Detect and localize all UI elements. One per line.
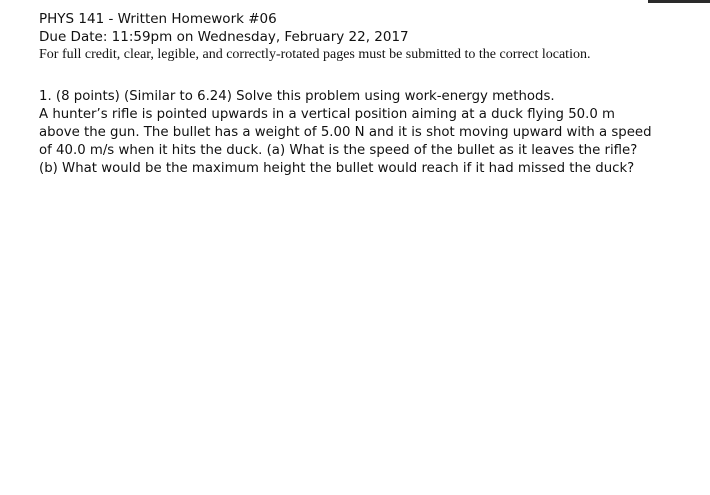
problem-heading: 1. (8 points) (Similar to 6.24) Solve this problem using work-energy methods.: [39, 89, 555, 104]
document-header: [39, 10, 689, 64]
due-date: Due Date: 11:59pm on Wednesday, February 22, 2017: [39, 29, 409, 45]
document-title: PHYS 141 - Written Homework #06: [39, 11, 277, 27]
problem-text: A hunter’s rifle is pointed upwards in a vertical position aiming at a duck flying 50.0 m above the gun. The bullet has a weight of 5.00 N and it is shot moving upward with a speed of 40.0 m/s when it hits the duck. (a) What is the speed of the bullet as it leaves the rifle? (b) What would be the maximum height the bullet would reach if it had missed the duck?: [39, 107, 652, 176]
problem-1: [39, 88, 654, 178]
submission-instructions: For full credit, clear, legible, and correctly-rotated pages must be submitted to the correct location.: [39, 47, 591, 62]
top-edge-rule: [648, 0, 710, 3]
